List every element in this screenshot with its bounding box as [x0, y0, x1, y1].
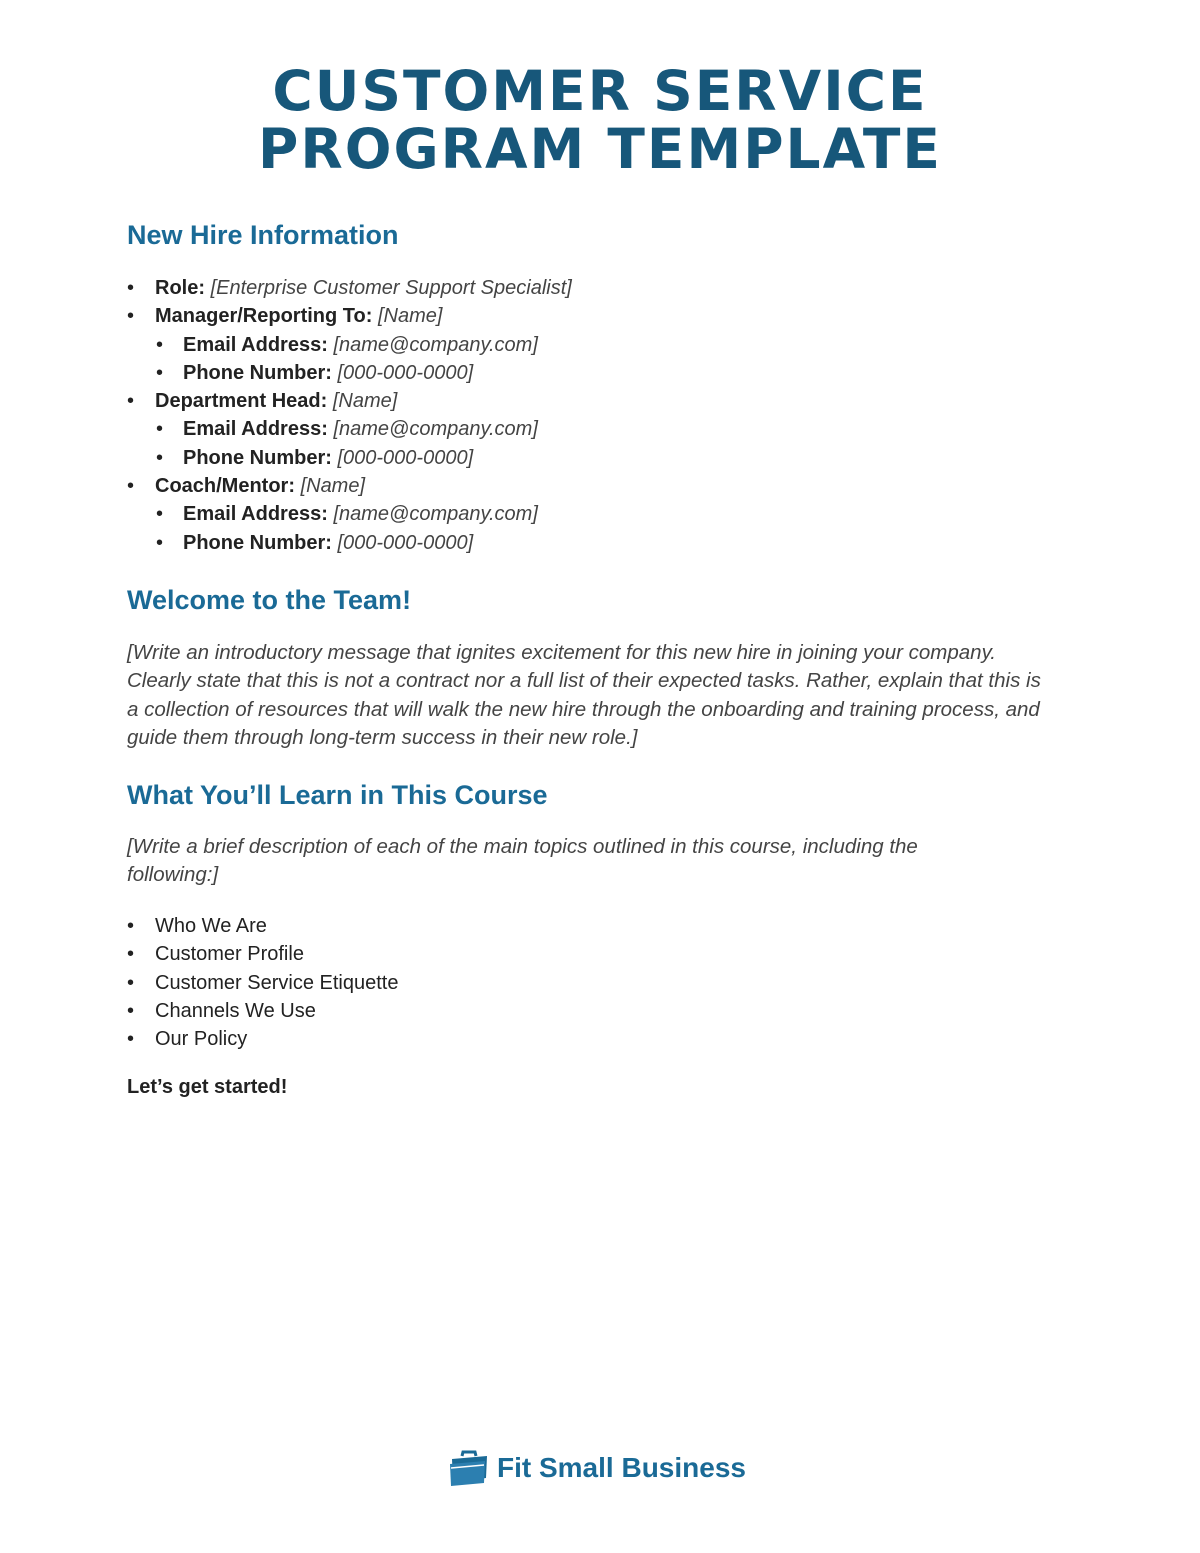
- bullet-icon: •: [127, 475, 135, 498]
- list-item-manager: • Manager/Reporting To: [Name]: [127, 302, 572, 330]
- bullet-icon: •: [127, 305, 135, 328]
- bullet-icon: •: [156, 446, 164, 469]
- bullet-icon: •: [127, 999, 135, 1022]
- briefcase-icon: [449, 1450, 489, 1486]
- footer-logo: [449, 1448, 746, 1488]
- list-item-manager-email: • Email Address: [name@company.com]: [127, 331, 572, 359]
- list-item-dept-email: • Email Address: [name@company.com]: [127, 415, 572, 443]
- title-line-1: CUSTOMER SERVICE: [272, 59, 928, 123]
- course-topics-list: [127, 912, 398, 1053]
- bullet-icon: •: [127, 971, 135, 994]
- bullet-icon: •: [127, 390, 135, 413]
- bullet-icon: •: [127, 1028, 135, 1051]
- list-item-manager-phone: • Phone Number: [000-000-0000]: [127, 359, 572, 387]
- bullet-icon: •: [156, 503, 164, 526]
- bullet-icon: •: [156, 361, 164, 384]
- list-item-coach: • Coach/Mentor: [Name]: [127, 472, 572, 500]
- list-item: • Customer Profile: [127, 940, 398, 968]
- closing-text: Let’s get started!: [127, 1076, 288, 1098]
- bullet-icon: •: [127, 915, 135, 937]
- list-item-department-head: • Department Head: [Name]: [127, 387, 572, 415]
- bullet-icon: •: [127, 277, 135, 299]
- welcome-heading: Welcome to the Team!: [127, 585, 412, 615]
- course-heading: What You’ll Learn in This Course: [127, 780, 548, 810]
- list-item: • Channels We Use: [127, 997, 398, 1025]
- new-hire-heading: New Hire Information: [127, 220, 399, 250]
- new-hire-list: [127, 274, 572, 557]
- list-item-coach-phone: • Phone Number: [000-000-0000]: [127, 529, 572, 557]
- document-title: [0, 59, 1200, 181]
- list-item-dept-phone: • Phone Number: [000-000-0000]: [127, 444, 572, 472]
- bullet-icon: •: [127, 943, 135, 966]
- list-item: • Who We Are: [127, 912, 398, 940]
- list-item: • Our Policy: [127, 1025, 398, 1053]
- course-paragraph: [Write a brief description of each of the main topics outlined in this course, including the following:]: [127, 835, 918, 887]
- bullet-icon: •: [156, 418, 164, 441]
- list-item-role: • Role: [Enterprise Customer Support Specialist]: [127, 274, 572, 302]
- bullet-icon: •: [156, 531, 164, 554]
- title-line-2: PROGRAM TEMPLATE: [258, 117, 942, 181]
- list-item-coach-email: • Email Address: [name@company.com]: [127, 500, 572, 528]
- brand-name: Fit Small Business: [497, 1452, 746, 1483]
- list-item: • Customer Service Etiquette: [127, 969, 398, 997]
- bullet-icon: •: [156, 333, 164, 356]
- welcome-paragraph: [Write an introductory message that ignites excitement for this new hire in joining your company. Clearly state that this is not a contract nor a full list of their expected tasks. Rather, explain that this is a collection of resources that will walk the new hire through the onboarding and training process, and guide them through long-term success in their new role.]: [127, 641, 1041, 749]
